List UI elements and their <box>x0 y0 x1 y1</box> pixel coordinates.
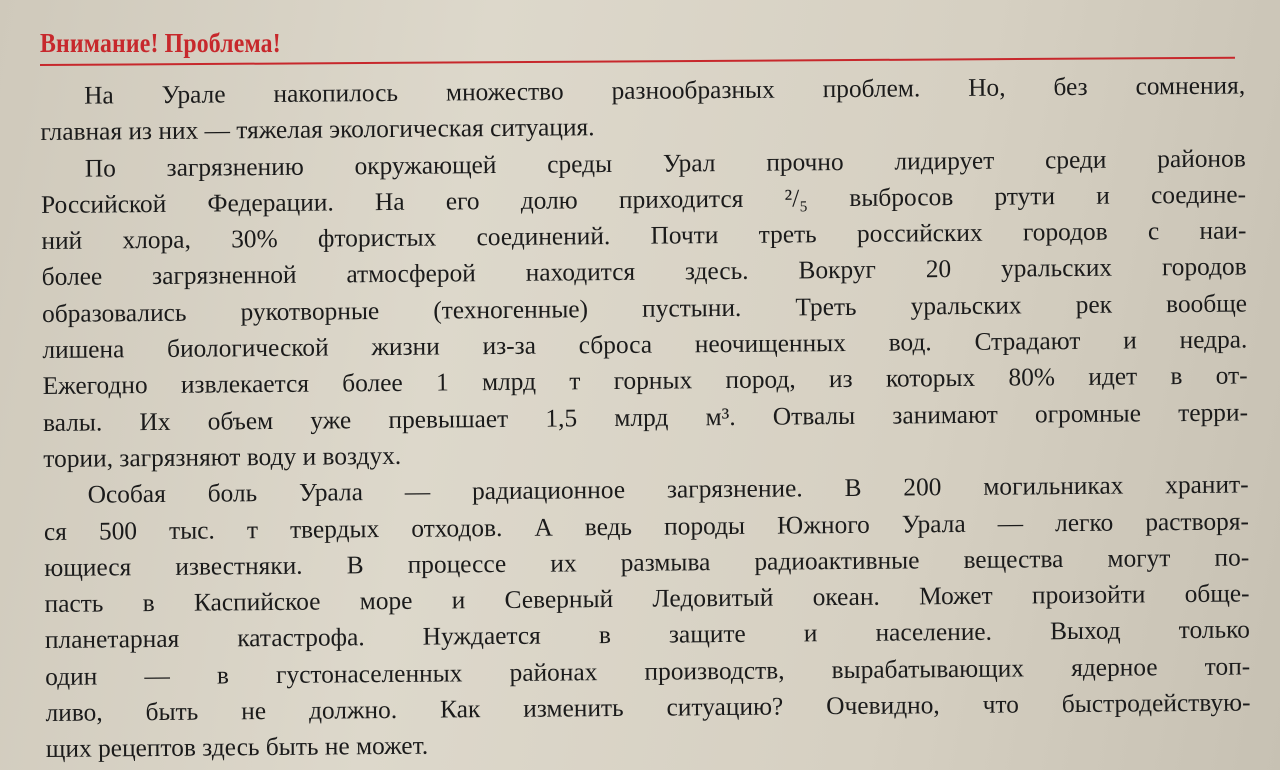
text-line: щих рецептов здесь быть не может. <box>45 731 429 764</box>
text-line: более загрязненной атмосферой находится здесь. Вокруг 20 уральских городов <box>41 252 1247 292</box>
body-text <box>40 67 1251 767</box>
text-line: Особая боль Урала — радиационное загрязнение. В 200 могильниках хранит- <box>87 470 1249 509</box>
section-heading: Внимание! Проблема! <box>40 28 281 58</box>
text-line: На Урале накопилось множество разнообразных проблем. Но, без сомнения, <box>84 71 1246 110</box>
text-line: лишена биологической жизни из-за сброса неочищенных вод. Страдают и недра. <box>42 325 1248 365</box>
text-line: ся 500 тыс. т твердых отходов. А ведь породы Южного Урала — легко растворя- <box>43 507 1250 546</box>
text-line: тории, загрязняют воду и воздух. <box>43 441 402 473</box>
text-line: ющиеся известняки. В процессе их размыва радиоактивные вещества могут по- <box>44 543 1250 582</box>
text-line: образовались рукотворные (техногенные) пустыни. Треть уральских рек вообще <box>41 289 1248 328</box>
text-line: валы. Их объем уже превышает 1,5 млрд м³. Отвалы занимают огромные терри- <box>42 398 1249 437</box>
text-line: главная из них — тяжелая экологическая ситуация. <box>40 113 595 147</box>
text-line: Российской Федерации. На его долю приходится ²/₅ выбросов ртути и соедине- <box>40 180 1247 219</box>
text-line: ливо, быть не должно. Как изменить ситуацию? Очевидно, что быстродействую- <box>45 688 1251 728</box>
text-line: пасть в Каспийское море и Северный Ледовитый океан. Может произойти обще- <box>44 579 1250 619</box>
text-line: ний хлора, 30% фтористых соединений. Почти треть российских городов с наи- <box>41 216 1247 256</box>
text-line: один — в густонаселенных районах производств, вырабатывающих ядерное топ- <box>45 652 1251 691</box>
text-line: планетарная катастрофа. Нуждается в защите и население. Выход только <box>44 615 1250 655</box>
text-line: Ежегодно извлекается более 1 млрд т горных пород, из которых 80% идет в от- <box>42 361 1248 401</box>
text-line: По загрязнению окружающей среды Урал прочно лидирует среди районов <box>84 144 1246 183</box>
